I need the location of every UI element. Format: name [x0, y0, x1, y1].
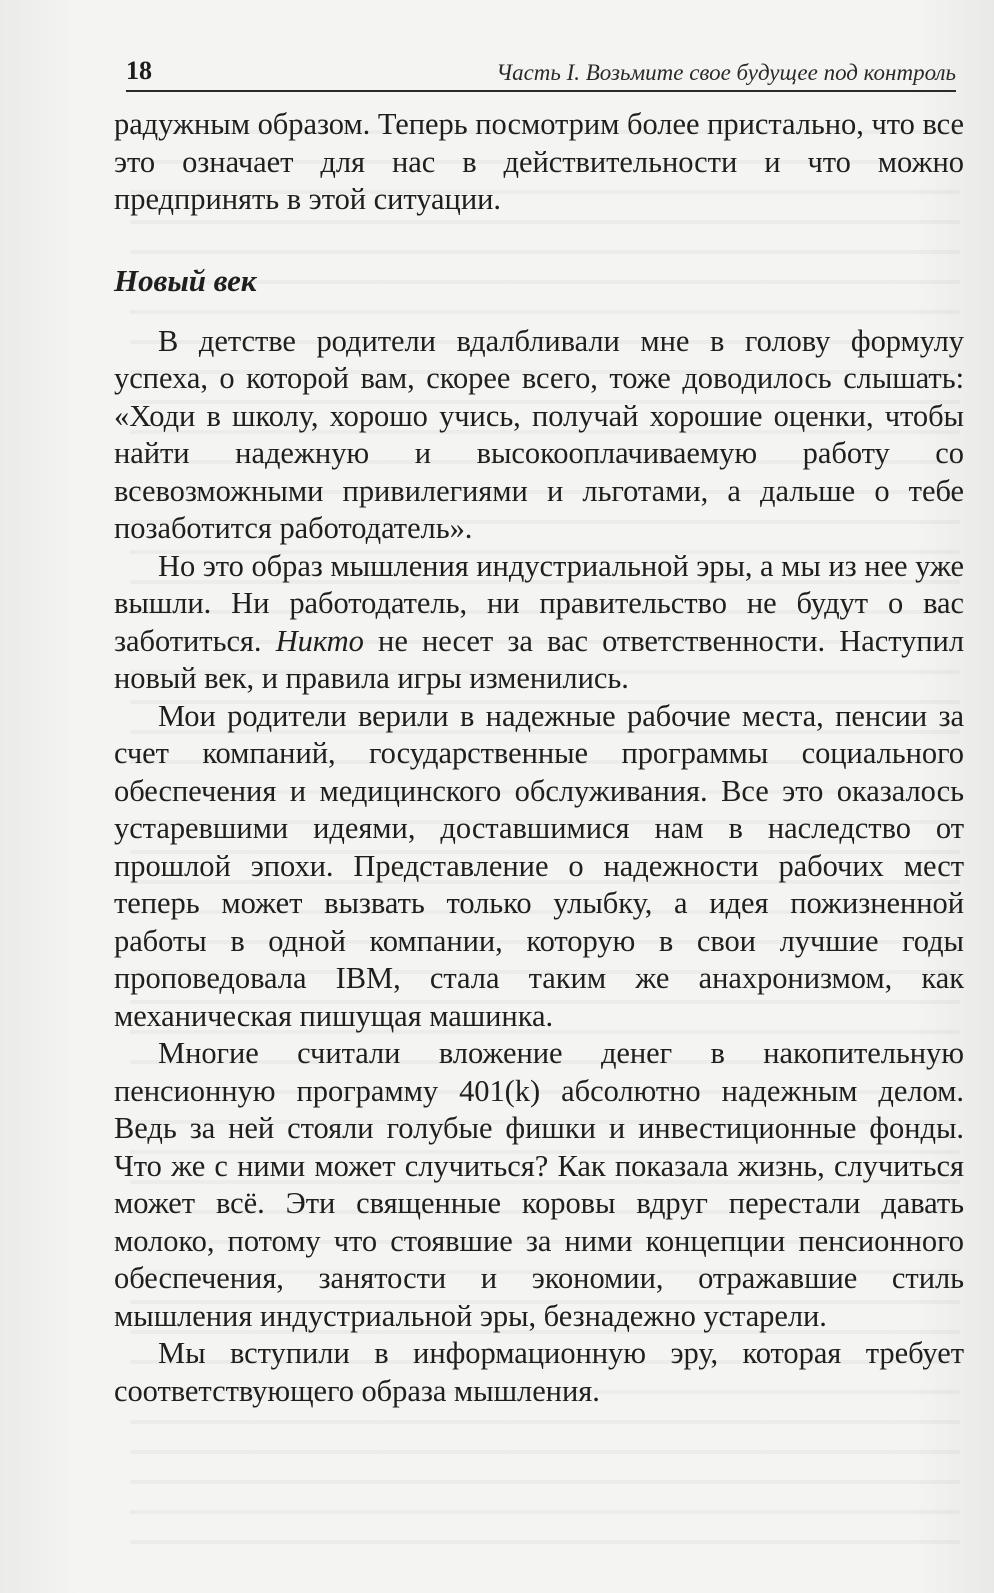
paragraph-2-text-part-1: Но это образ мышления индустриальной эры, а мы из нее уже вышли. Ни работодатель, ни правительство не будут о вас заботиться.	[114, 548, 964, 658]
page-header	[126, 54, 956, 92]
paragraph-2	[114, 548, 964, 698]
paragraph-4: Многие считали вложение денег в накопительную пенсионную программу 401(k) абсолютно надежным делом. Ведь за ней стояли голубые фишки и инвестиционные фонды. Что же с ними может случиться? Как показала жизнь, случиться может всё. Эти священные коровы вдруг перестали давать молоко, потому что стоявшие за ними концепции пенсионного обеспечения, занятости и экономии, отражавшие стиль мышления индустриальной эры, безнадежно устарели.	[114, 1036, 964, 1333]
paragraph-5: Мы вступили в информационную эру, которая требует соответствующего образа мышления.	[114, 1336, 964, 1408]
running-title: Часть I. Возьмите свое будущее под контроль	[496, 60, 956, 85]
paragraph-2-text-part-2: не несет за вас ответственности. Наступил новый век, и правила игры изменились.	[114, 623, 964, 695]
paragraph-1: В детстве родители вдалбливали мне в голову формулу успеха, о которой вам, скорее всего, тоже доводилось слышать: «Ходи в школу, хорошо учись, получай хорошие оценки, чтобы найти надежную и высокооплачиваемую работу со всевозможными привилегиями и льготами, а дальше о тебе позаботится работодатель».	[114, 323, 964, 545]
paragraph-2-italic-word: Никто	[275, 623, 364, 658]
page-content	[114, 106, 964, 1410]
paragraph-3: Мои родители верили в надежные рабочие места, пенсии за счет компаний, государственные программы социального обеспечения и медицинского обслуживания. Все это оказалось устаревшими идеями, доставшимися нам в наследство от прошлой эпохи. Представление о надежности рабочих мест теперь может вызвать только улыбку, а идея пожизненной работы в одной компании, которую в свои лучшие годы проповедовала IBM, стала таким же анахронизмом, как механическая пишущая машинка.	[114, 698, 964, 1033]
page-number: 18	[126, 56, 152, 85]
intro-paragraph: радужным образом. Теперь посмотрим более пристально, что все это означает для нас в действительности и что можно предпринять в этой ситуации.	[114, 107, 964, 216]
section-heading: Новый век	[114, 262, 257, 298]
